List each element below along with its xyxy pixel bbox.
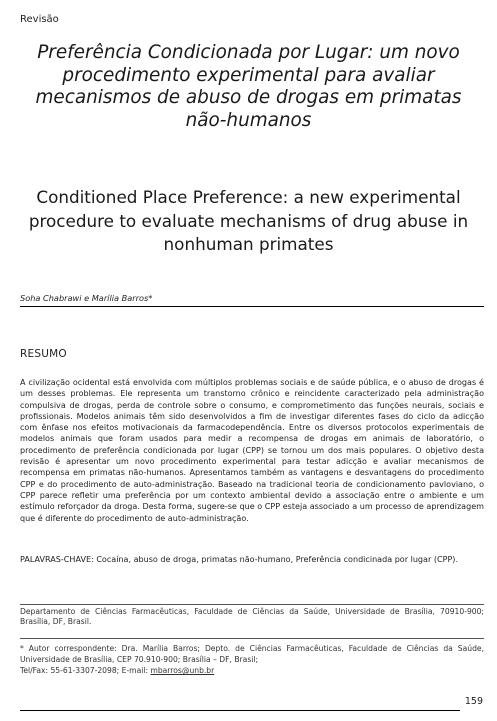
- footnote-divider-bottom: [20, 638, 484, 639]
- affiliation-note: Departamento de Ciências Farmacêuticas, Faculdade de Ciências da Saúde, Universidade de Brasília, 70910-900; Brasília, DF, Brasil.: [20, 607, 484, 627]
- correspondence-address: * Autor correspondente: Dra. Marília Barros; Depto. de Ciências Farmacêuticas, Faculdade de Ciências da Saúde, Universidade de Brasília, CEP 70.910-900; Brasília – DF, Brasil;: [20, 644, 484, 665]
- page-number: 159: [464, 696, 483, 707]
- abstract-heading: RESUMO: [20, 348, 67, 360]
- contact-phone: Tel/Fax: 55-61-3307-2098; E-mail:: [20, 666, 151, 676]
- keywords: [20, 554, 484, 565]
- keywords-text: Cocaína, abuso de droga, primatas não-humano, Preferência condicinada por lugar (CPP).: [96, 555, 458, 564]
- section-label: Revisão: [20, 14, 59, 25]
- author-divider: [20, 306, 484, 307]
- email-link[interactable]: mbarros@unb.br: [150, 666, 215, 676]
- correspondence-note: [20, 643, 484, 677]
- article-title-portuguese: Preferência Condicionada por Lugar: um novo procedimento experimental para avaliar mecanismos de abuso de drogas em primatas não-humanos: [35, 42, 462, 131]
- page-bottom-rule: [20, 710, 460, 711]
- abstract-body: A civilização ocidental está envolvida com múltiplos problemas sociais e de saúde pública, e o abuso de drogas é um desses problemas. Ele representa um transtorno crônico e reincidente caracterizado pela administração compulsiva de drogas, perda de controle sobre o consumo, e comprometimento das funções neurais, sociais e profissionais. Modelos animais têm sido desenvolvidos a fim de investigar diferentes fases do ciclo da adicção com ênfase nos efeitos motivacionais da farmacodependência. Entre os diversos protocolos experimentais de modelos animais que foram usados para medir a recompensa de drogas em animais de laboratório, o procedimento de preferência condicionada por lugar (CPP) se tornou um dos mais populares. O objetivo desta revisão é apresentar um novo procedimento experimental para testar adicção e avaliar mecanismos de recompensa em primatas não-humanos. Apresentamos também as vantagens e desvantagens do procedimento CPP e do procedimento de auto-administração. Baseado na tradicional teoria de condicionamento pavloviano, o CPP parece refletir uma preferência por um contexto ambiental devido a associação entre o ambiente e um estímulo reforçador da droga. Desta forma, sugere-se que o CPP esteja associado a um processo de aprendizagem que é diferente do procedimento de auto-administração.: [20, 378, 484, 523]
- footnote-divider-top: [20, 604, 484, 605]
- keywords-label: PALAVRAS-CHAVE:: [20, 555, 94, 564]
- article-title-english: Conditioned Place Preference: a new experimental procedure to evaluate mechanisms of drug abuse in nonhuman primates: [28, 187, 469, 254]
- author-list: Soha Chabrawi e Marília Barros*: [20, 293, 153, 303]
